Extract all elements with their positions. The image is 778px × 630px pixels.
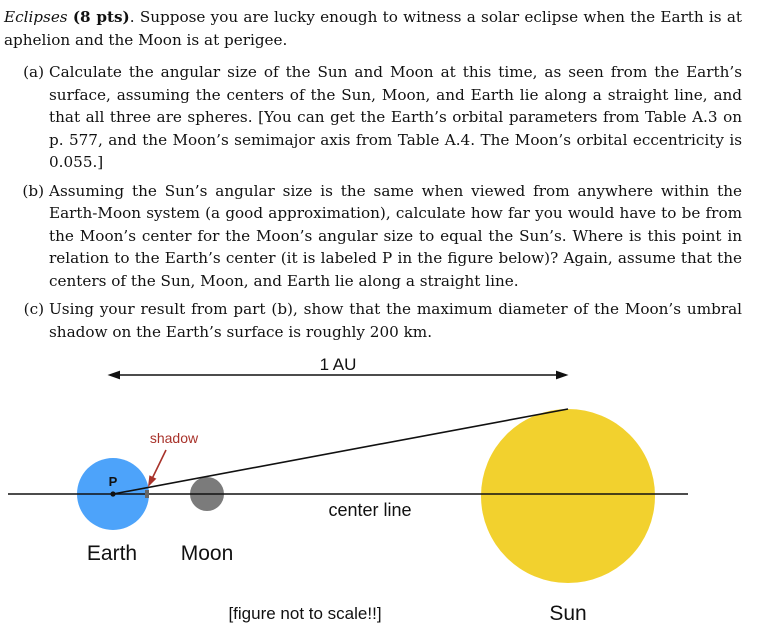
earth-label: Earth [86,542,138,565]
sun-label: Sun [549,602,587,625]
problem-intro-text: . Suppose you are lucky enough to witness a solar eclipse when the Earth is at aphelion and the Moon is at perigee. [4,8,742,49]
shadow-label: shadow [149,430,199,446]
sun-disk [481,409,655,583]
problem-points: (8 pts) [72,8,130,26]
center-line-label: center line [328,500,412,520]
scale-note: [figure not to scale!!] [228,604,382,623]
part-c-label: (c) [23,300,44,318]
shadow-arrow [149,450,166,485]
part-b-label: (b) [22,181,44,200]
problem-title: Eclipses [4,8,68,26]
point-p-dot [110,491,115,496]
point-p-label: P [108,474,118,489]
distance-label: 1 AU [319,355,357,374]
umbral-shadow-mark [145,490,149,498]
part-b-text: Assuming the Sun’s angular size is the same when viewed from anywhere within the Earth-Moon system (a good approximation), calculate how far you would have to be from the Moon’s center for the Moon’s angular size to equal the Sun’s. Where is this point in relation to the Earth’s center (it is labeled P in the figure below)? Again, assume that the centers of the Sun, Moon, and Earth lie along a straight line. [49,181,742,290]
moon-label: Moon [180,542,234,565]
part-a-label: (a) [23,63,44,81]
part-a-text: Calculate the angular size of the Sun and Moon at this time, as seen from the Earth’s surface, assuming the centers of the Sun, Moon, and Earth lie along a straight line, and that all three are spheres. [You can get the Earth’s orbital parameters from Table A.3 on p. 577, and the Moon’s semimajor axis from Table A.4. The Moon’s orbital eccentricity is 0.055.] [49,63,742,171]
part-c-text: Using your result from part (b), show that the maximum diameter of the Moon’s umbral shadow on the Earth’s surface is roughly 200 km. [49,300,742,341]
